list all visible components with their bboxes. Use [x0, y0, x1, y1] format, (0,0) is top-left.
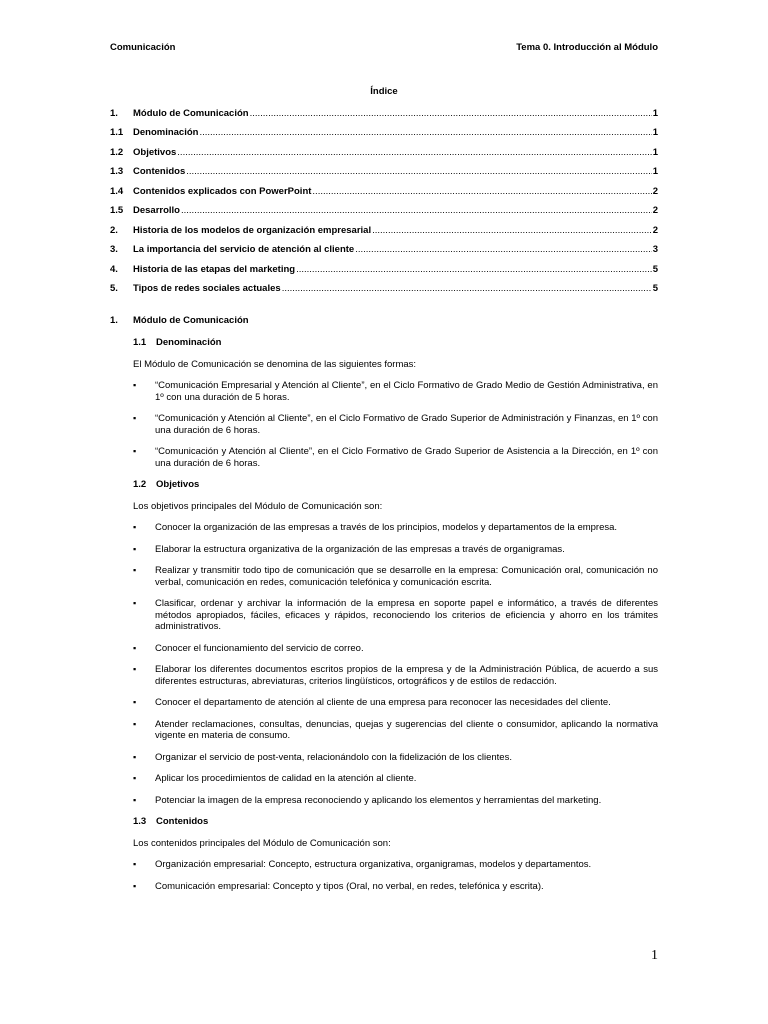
- header-left-title: Comunicación: [110, 42, 176, 53]
- bullet-icon: ▪: [133, 598, 137, 608]
- bullet-icon: ▪: [133, 522, 137, 532]
- toc-entry-number: 1.3: [110, 166, 124, 177]
- subsection-number: 1.2: [133, 479, 147, 490]
- toc-entry-page: 1: [652, 146, 658, 158]
- page-number: 1: [651, 948, 658, 963]
- toc-entry[interactable]: [110, 108, 658, 128]
- list-item: [133, 413, 658, 436]
- toc-entry[interactable]: [110, 186, 658, 206]
- toc-entry[interactable]: [110, 225, 658, 245]
- toc-dot-leader: [186, 166, 651, 178]
- page-header: [110, 42, 658, 53]
- list-item-text: Clasificar, ordenar y archivar la información de la empresa en soporte papel e informático, a través de diferentes métodos apropiados, fáciles, eficaces y rápidos, reconociendo los criterios de eficiencia y ahorro en los trámites administrativos.: [155, 598, 658, 632]
- bullet-icon: ▪: [133, 642, 137, 653]
- bullet-icon: ▪: [133, 543, 137, 554]
- list-item-text: Atender reclamaciones, consultas, denuncias, quejas y sugerencias del cliente o consumidor, aplicando la normativa vigente en materia de consumo.: [155, 718, 658, 741]
- toc-entry-page: 1: [652, 107, 658, 119]
- toc-entry-number: 1.: [110, 107, 118, 119]
- list-item: [133, 664, 658, 687]
- bullet-icon: ▪: [133, 565, 137, 575]
- toc-entry-page: 2: [652, 224, 658, 236]
- section-heading: [110, 315, 658, 327]
- toc-entry-label: Historia de las etapas del marketing: [133, 263, 296, 275]
- bullet-list-contenidos: [133, 859, 658, 892]
- toc-entry-label: Historia de los modelos de organización empresarial: [133, 224, 372, 236]
- subsection-title: Denominación: [156, 337, 222, 348]
- bullet-list-denominacion: [133, 380, 658, 469]
- list-item-text: “Comunicación y Atención al Cliente”, en el Ciclo Formativo de Grado Superior de Asistencia a la Dirección, en 1º con una duración de 6 horas.: [155, 446, 658, 469]
- toc-title: Índice: [370, 86, 398, 97]
- toc-dot-leader: [181, 205, 652, 217]
- list-item: [133, 752, 658, 764]
- list-item: [133, 544, 658, 556]
- toc-entry-page: 1: [652, 127, 658, 138]
- list-item-text: Comunicación empresarial: Concepto y tipos (Oral, no verbal, en redes, telefónica y escrita).: [155, 880, 544, 892]
- toc-dot-leader: [282, 283, 652, 295]
- list-item: [133, 859, 658, 871]
- list-item-text: Elaborar la estructura organizativa de la organización de las empresas a través de organigramas.: [155, 543, 565, 555]
- list-item-text: Realizar y transmitir todo tipo de comunicación que se desarrolle en la empresa: Comunicación oral, comunicación no verbal, comunicación en redes, comunicación telefónica y comunicación escrita.: [155, 565, 658, 588]
- subsection-title: Objetivos: [156, 479, 200, 490]
- list-item-text: Conocer el departamento de atención al cliente de una empresa para reconocer las necesidades del cliente.: [155, 697, 611, 708]
- section-number: 1.: [110, 314, 118, 326]
- toc-dot-leader: [296, 264, 652, 276]
- toc-dot-leader: [372, 225, 652, 237]
- bullet-icon: ▪: [133, 380, 137, 390]
- list-item: [133, 881, 658, 893]
- bullet-icon: ▪: [133, 718, 137, 729]
- document-body: [110, 86, 658, 902]
- toc-entry-label: Objetivos: [133, 146, 177, 158]
- toc-entry-label: Módulo de Comunicación: [133, 107, 249, 119]
- toc-entry[interactable]: [110, 205, 658, 225]
- toc-entry-number: 4.: [110, 263, 118, 275]
- paragraph: Los objetivos principales del Módulo de Comunicación son:: [133, 500, 383, 512]
- toc-entry-number: 2.: [110, 224, 118, 236]
- toc-entry-page: 1: [652, 166, 658, 177]
- toc-dot-leader: [355, 244, 651, 256]
- toc-entry[interactable]: [110, 147, 658, 167]
- subsection-number: 1.3: [133, 816, 147, 827]
- toc-entry-label: Contenidos: [133, 166, 186, 177]
- toc-entry[interactable]: [110, 264, 658, 284]
- bullet-icon: ▪: [133, 880, 137, 891]
- bullet-list-objetivos: [133, 522, 658, 806]
- toc-dot-leader: [177, 147, 651, 159]
- toc-entry-label: Tipos de redes sociales actuales: [133, 283, 281, 294]
- list-item: [133, 697, 658, 709]
- toc-entry-number: 1.2: [110, 146, 124, 158]
- list-item-text: Conocer el funcionamiento del servicio de correo.: [155, 642, 364, 654]
- toc-entry-label: La importancia del servicio de atención al cliente: [133, 244, 355, 255]
- bullet-icon: ▪: [133, 697, 137, 707]
- list-item: [133, 795, 658, 807]
- subsection-title: Contenidos: [156, 816, 209, 827]
- bullet-icon: ▪: [133, 413, 137, 423]
- list-item: [133, 565, 658, 588]
- bullet-icon: ▪: [133, 794, 137, 805]
- list-item-text: Conocer la organización de las empresas a través de los principios, modelos y departamentos de la empresa.: [155, 522, 618, 533]
- toc-entry-page: 2: [652, 185, 658, 197]
- bullet-icon: ▪: [133, 664, 137, 674]
- toc-entry-number: 1.1: [110, 127, 124, 138]
- toc-entry-number: 1.4: [110, 185, 124, 197]
- list-item: [133, 773, 658, 785]
- toc-dot-leader: [199, 127, 651, 139]
- subsection-heading-denominacion: [133, 337, 658, 349]
- toc-entry[interactable]: [110, 127, 658, 147]
- toc-entry-page: 5: [652, 283, 658, 294]
- bullet-icon: ▪: [133, 446, 137, 456]
- list-item-text: “Comunicación y Atención al Cliente”, en el Ciclo Formativo de Grado Superior de Administración y Finanzas, en 1º con una duración de 6 horas.: [155, 413, 658, 436]
- paragraph: El Módulo de Comunicación se denomina de las siguientes formas:: [133, 358, 417, 370]
- toc-entry-number: 1.5: [110, 205, 124, 216]
- bullet-icon: ▪: [133, 751, 137, 762]
- subsection-number: 1.1: [133, 337, 147, 348]
- toc-entry[interactable]: [110, 166, 658, 186]
- list-item-text: Organización empresarial: Concepto, estructura organizativa, organigramas, modelos y departamentos.: [155, 859, 592, 870]
- bullet-icon: ▪: [133, 773, 137, 783]
- list-item-text: Potenciar la imagen de la empresa reconociendo y aplicando los elementos y herramientas del marketing.: [155, 794, 602, 806]
- subsection-heading-contenidos: [133, 816, 658, 828]
- toc-entry[interactable]: [110, 244, 658, 264]
- toc-entry-page: 2: [652, 205, 658, 216]
- list-item-text: Elaborar los diferentes documentos escritos propios de la empresa y de la Administración Pública, de acuerdo a sus diferentes estructuras, abreviaturas, criterios lingüísticos, ortográficos y de estilos de redacción.: [155, 664, 658, 687]
- toc-entry-number: 5.: [110, 283, 118, 294]
- list-item: [133, 380, 658, 403]
- toc-dot-leader: [312, 186, 651, 198]
- list-item-text: “Comunicación Empresarial y Atención al Cliente”, en el Ciclo Formativo de Grado Medio de Gestión Administrativa, en 1º con una duración de 5 horas.: [155, 380, 658, 403]
- list-item: [133, 598, 658, 633]
- paragraph: Los contenidos principales del Módulo de Comunicación son:: [133, 837, 391, 849]
- toc-entry-label: Contenidos explicados con PowerPoint: [133, 185, 312, 197]
- toc-entry-page: 3: [652, 244, 658, 255]
- toc-entry-page: 5: [652, 263, 658, 275]
- toc-entry-label: Denominación: [133, 127, 199, 138]
- toc-dot-leader: [250, 108, 652, 120]
- toc-entry-label: Desarrollo: [133, 205, 180, 216]
- header-right-title: Tema 0. Introducción al Módulo: [516, 42, 658, 53]
- section-title: Módulo de Comunicación: [133, 314, 249, 326]
- subsection-heading-objetivos: [133, 479, 658, 491]
- list-item: [133, 446, 658, 469]
- list-item: [133, 719, 658, 742]
- bullet-icon: ▪: [133, 859, 137, 869]
- list-item: [133, 643, 658, 655]
- table-of-contents: [110, 108, 658, 303]
- list-item-text: Organizar el servicio de post-venta, relacionándolo con la fidelización de los clientes.: [155, 751, 512, 763]
- toc-entry-number: 3.: [110, 244, 118, 255]
- toc-entry[interactable]: [110, 283, 658, 303]
- list-item: [133, 522, 658, 534]
- list-item-text: Aplicar los procedimientos de calidad en la atención al cliente.: [155, 773, 417, 784]
